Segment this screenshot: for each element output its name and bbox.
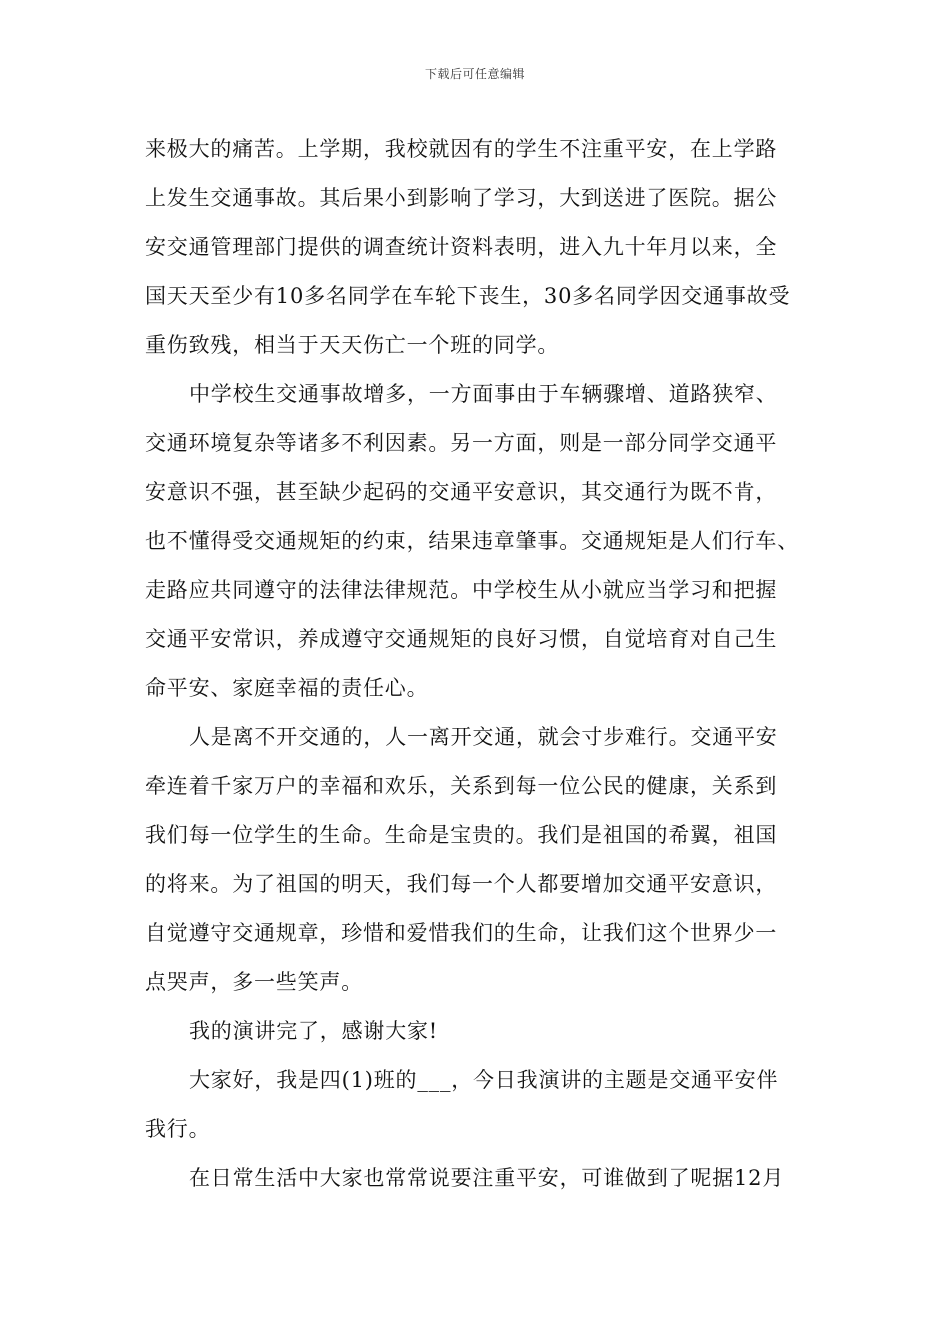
text-line: 也不懂得受交通规矩的约束，结果违章肇事。交通规矩是人们行车、 <box>145 529 799 553</box>
paragraph-3 <box>145 713 805 1007</box>
text-line: 命平安、家庭幸福的责任心。 <box>145 676 429 700</box>
text-line: 上发生交通事故。其后果小到影响了学习，大到送进了医院。据公 <box>145 186 778 210</box>
text-line: 安交通管理部门提供的调查统计资料表明，进入九十年月以来，全 <box>145 235 778 259</box>
text-line: 的将来。为了祖国的明天，我们每一个人都要增加交通平安意识， <box>145 872 778 896</box>
text-line: 交通平安常识，养成遵守交通规矩的良好习惯，自觉培育对自己生 <box>145 627 778 651</box>
text-line: 重伤致残，相当于天天伤亡一个班的同学。 <box>145 333 560 357</box>
page-header: 下载后可任意编辑 <box>424 67 525 81</box>
text-line: 中学校生交通事故增多，一方面事由于车辆骤增、道路狭窄、 <box>189 382 778 406</box>
paragraph-1 <box>145 125 805 370</box>
text-line: 我行。 <box>145 1117 211 1141</box>
text-line: 我们每一位学生的生命。生命是宝贵的。我们是祖国的希翼，祖国 <box>145 823 778 847</box>
text-line: 点哭声，多一些笑声。 <box>145 970 363 994</box>
text-line: 交通环境复杂等诸多不利因素。另一方面，则是一部分同学交通平 <box>145 431 778 455</box>
paragraph-4 <box>145 1007 805 1056</box>
text-line: 自觉遵守交通规章，珍惜和爱惜我们的生命，让我们这个世界少一 <box>145 921 778 945</box>
text-line: 国天天至少有10多名同学在车轮下丧生，30多名同学因交通事故受 <box>145 284 791 308</box>
text-line: 大家好，我是四(1)班的___，今日我演讲的主题是交通平安伴 <box>189 1068 779 1092</box>
paragraph-6 <box>145 1154 805 1203</box>
text-line: 来极大的痛苦。上学期，我校就因有的学生不注重平安，在上学路 <box>145 137 778 161</box>
text-line: 我的演讲完了，感谢大家! <box>189 1019 439 1043</box>
text-line: 牵连着千家万户的幸福和欢乐，关系到每一位公民的健康，关系到 <box>145 774 778 798</box>
paragraph-5 <box>145 1056 805 1154</box>
text-line: 安意识不强，甚至缺少起码的交通平安意识，其交通行为既不肯， <box>145 480 778 504</box>
text-line: 人是离不开交通的，人一离开交通，就会寸步难行。交通平安 <box>189 725 778 749</box>
text-line: 走路应共同遵守的法律法律规范。中学校生从小就应当学习和把握 <box>145 578 778 602</box>
document-body <box>145 125 805 1203</box>
paragraph-2 <box>145 370 805 713</box>
text-line: 在日常生活中大家也常常说要注重平安，可谁做到了呢据12月 <box>189 1166 785 1190</box>
